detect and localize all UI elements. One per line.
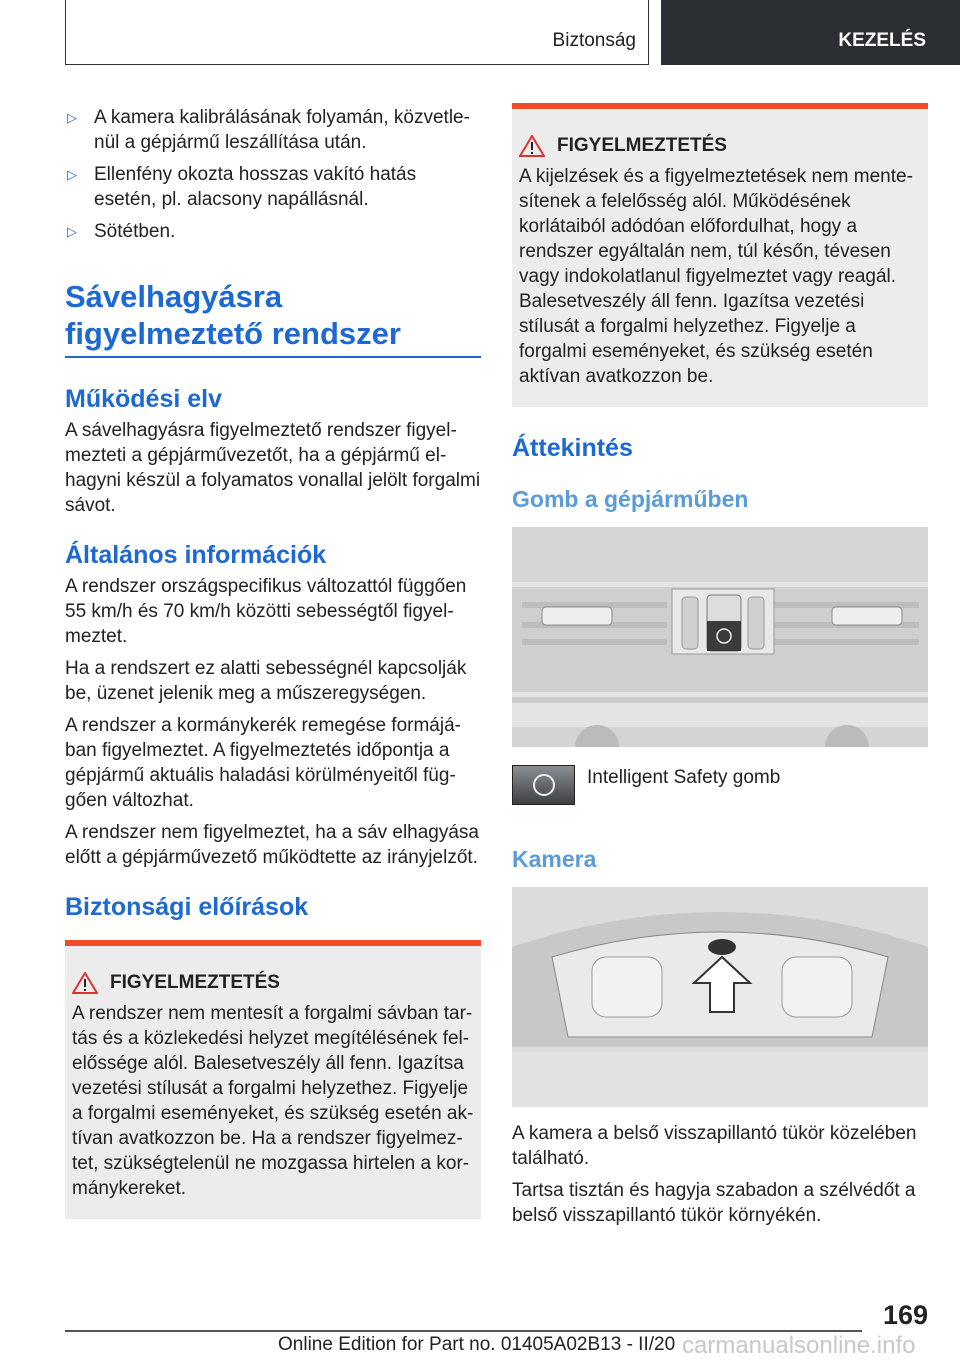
warning-box xyxy=(65,940,481,1219)
paragraph: A rendszer nem figyelmeztet, ha a sáv elhagyása előtt a gépjárművezető működtette az irányjelzőt. xyxy=(65,822,480,868)
dashboard-button-image xyxy=(512,527,928,747)
bullet-text: A kamera kalibrálásának folyamán, közvetlenül a gépjármű leszállítása után. xyxy=(94,107,470,153)
paragraph: A rendszer a kormánykerék remegése formájában figyelmeztet. A figyelmeztetés időpontja a gépjármű aktuális haladási körülményeitől függően változhat. xyxy=(65,715,461,811)
button-label: Intelligent Safety gomb xyxy=(587,767,781,788)
button-legend xyxy=(512,765,928,805)
intelligent-safety-button-icon xyxy=(512,765,575,805)
warning-icon xyxy=(72,972,98,994)
page-number: 169 xyxy=(882,1300,928,1330)
paragraph: Ha a rendszert ez alatti sebességnél kapcsolják be, üzenet jelenik meg a műszeregységen. xyxy=(65,658,467,704)
header-chapter: KEZELÉS xyxy=(661,0,960,65)
triangle-bullet-icon: ▷ xyxy=(67,224,77,239)
warning-title: FIGYELMEZTETÉS xyxy=(557,135,727,156)
bullet-text: Ellenfény okozta hosszas vakító hatás esetén, pl. alacsony napállásnál. xyxy=(94,164,417,210)
list-item xyxy=(65,162,481,212)
warning-title: FIGYELMEZTETÉS xyxy=(110,972,280,993)
list-item xyxy=(65,105,481,155)
page-title: Sávelhagyásra figyelmeztető rendszer xyxy=(65,278,481,358)
section-title: Áttekintés xyxy=(512,434,633,462)
header-box xyxy=(65,0,649,65)
section-title: Általános információk xyxy=(65,541,327,569)
triangle-bullet-icon: ▷ xyxy=(67,167,77,182)
bullet-text: Sötétben. xyxy=(94,221,176,242)
subsection-title: Gomb a gépjárműben xyxy=(512,486,749,512)
triangle-bullet-icon: ▷ xyxy=(67,110,77,125)
right-column xyxy=(512,103,928,1235)
watermark: carmanualsonline.info xyxy=(682,1332,916,1359)
bullet-list xyxy=(65,105,481,244)
warning-text: A rendszer nem mentesít a forgalmi sávban tartás és a közlekedési helyzet megítélésének felelőssége alól. Balesetveszély áll fenn. Igazítsa vezetési stílusát a forgalmi helyzethez. Figyelje a forgalmi eseményeket, és szükség esetén aktívan avatkozzon be. Ha a rendszer figyelmeztet, szükségtelenül ne mozgassa hirtelen a kormánykereket. xyxy=(72,1003,474,1199)
section-title: Biztonsági előírások xyxy=(65,893,309,921)
camera-image xyxy=(512,887,928,1107)
subsection-title: Kamera xyxy=(512,846,597,872)
paragraph: A kamera a belső visszapillantó tükör közelében található. xyxy=(512,1123,917,1169)
header-section: Biztonság xyxy=(552,30,636,51)
paragraph: Tartsa tisztán és hagyja szabadon a szélvédőt a belső visszapillantó tükör környékén. xyxy=(512,1180,916,1226)
paragraph: A rendszer országspecifikus változattól függően 55 km/h és 70 km/h közötti sebességtől figyelmeztet. xyxy=(65,576,467,647)
footer-edition: Online Edition for Part no. 01405A02B13 - II/20 xyxy=(278,1334,676,1355)
section-title: Működési elv xyxy=(65,385,222,413)
warning-icon xyxy=(519,135,545,157)
warning-box xyxy=(512,103,928,407)
warning-text: A kijelzések és a figyelmeztetések nem mentesítenek a felelősség alól. Működésének korlátaiból adódóan előfordulhat, hogy a rendszer egyáltalán nem, túl későn, tévesen vagy indokolatlanul figyelmeztet vagy reagál. Balesetveszély áll fenn. Igazítsa vezetési stílusát a forgalmi helyzethez. Figyelje a forgalmi eseményeket, és szükség esetén aktívan avatkozzon be. xyxy=(519,166,913,387)
list-item xyxy=(65,219,481,244)
paragraph: A sávelhagyásra figyelmeztető rendszer figyelmezteti a gépjárművezetőt, ha a gépjármű elhagyni készül a folyamatos vonallal jelölt forgalmi sávot. xyxy=(65,420,481,516)
left-column xyxy=(65,105,481,1219)
